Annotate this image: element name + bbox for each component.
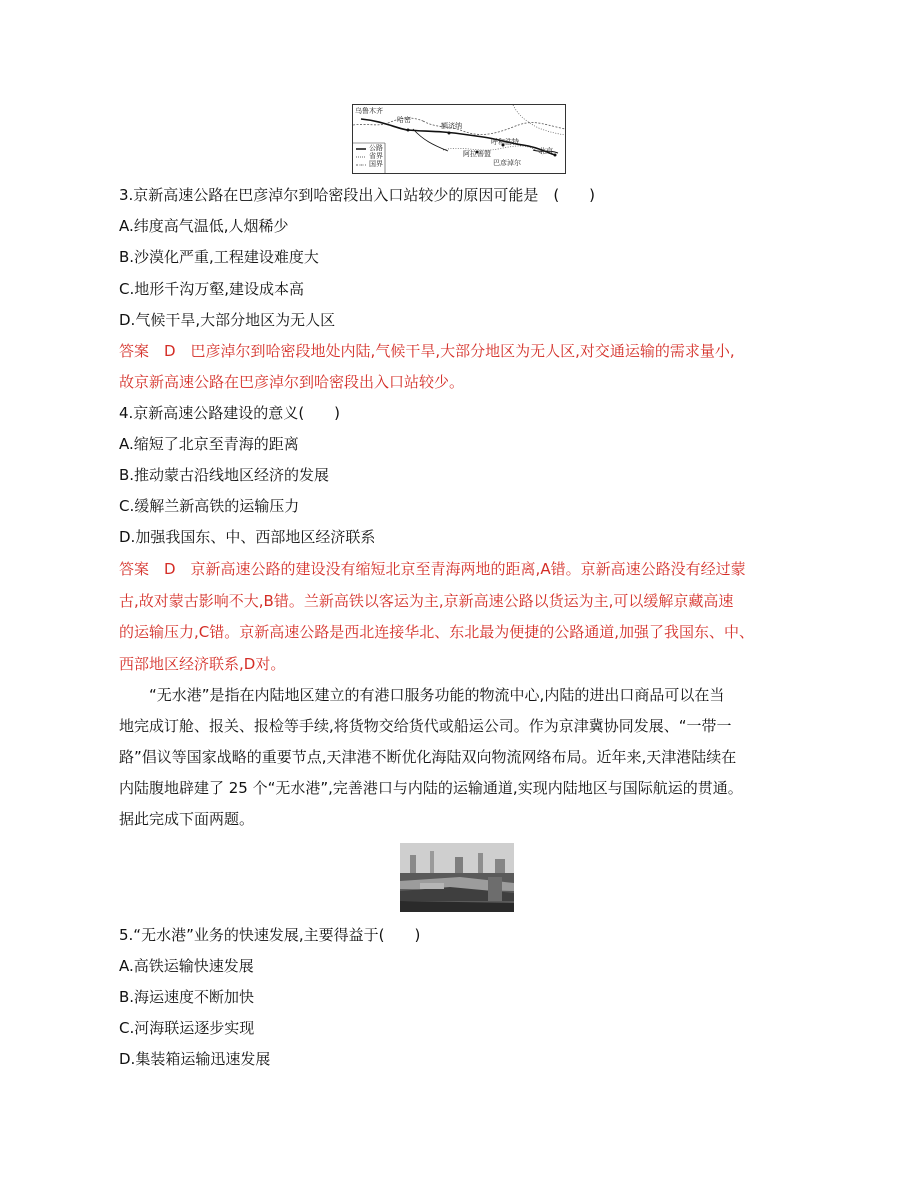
q3-answer-line-1: 答案 D 巴彦淖尔到哈密段地处内陆,气候干旱,大部分地区为无人区,对交通运输的需求量小,	[119, 342, 735, 360]
q3-option-c: C.地形千沟万壑,建设成本高	[119, 280, 305, 298]
q3-option-a: A.纬度高气温低,人烟稀少	[119, 217, 289, 235]
q4-option-d: D.加强我国东、中、西部地区经济联系	[119, 528, 376, 546]
passage-line-1: “无水港”是指在内陆地区建立的有港口服务功能的物流中心,内陆的进出口商品可以在当	[119, 686, 725, 704]
q5-stem: 5.“无水港”业务的快速发展,主要得益于( )	[119, 926, 421, 944]
map-legend-road: 公路	[369, 144, 383, 152]
map-label-urumqi: 乌鲁木齐	[355, 107, 383, 115]
map-label-beijing: 北京	[539, 147, 553, 155]
q3-option-b: B.沙漠化严重,工程建设难度大	[119, 248, 319, 266]
passage-line-4: 内陆腹地辟建了 25 个“无水港”,完善港口与内陆的运输通道,实现内陆地区与国际航运的贯通。	[119, 779, 743, 797]
passage-line-5: 据此完成下面两题。	[119, 810, 255, 828]
q4-answer-line-1: 答案 D 京新高速公路的建设没有缩短北京至青海两地的距离,A错。京新高速公路没有经过蒙	[119, 560, 746, 578]
map-label-alashan: 阿拉善盟	[463, 150, 491, 158]
q5-option-a: A.高铁运输快速发展	[119, 957, 254, 975]
dry-port-photo-drawing	[400, 843, 514, 912]
q5-option-c: C.河海联运逐步实现	[119, 1019, 255, 1037]
dry-port-photo	[400, 843, 514, 912]
q4-answer-line-4: 西部地区经济联系,D对。	[119, 655, 286, 673]
q4-answer-line-2: 古,故对蒙古影响不大,B错。兰新高铁以客运为主,京新高速公路以货运为主,可以缓解京藏高速	[119, 592, 734, 610]
route-map-drawing	[353, 105, 565, 173]
q4-option-a: A.缩短了北京至青海的距离	[119, 435, 299, 453]
map-label-hohhot: 呼和浩特	[491, 138, 519, 146]
map-legend-province-border: 省界	[369, 152, 383, 160]
q3-answer-line-2: 故京新高速公路在巴彦淖尔到哈密段出入口站较少。	[119, 373, 465, 391]
q4-option-c: C.缓解兰新高铁的运输压力	[119, 497, 300, 515]
map-legend-national-border: 国界	[369, 160, 383, 168]
q5-option-d: D.集装箱运输迅速发展	[119, 1050, 271, 1068]
passage-line-2: 地完成订舱、报关、报检等手续,将货物交给货代或船运公司。作为京津冀协同发展、“一带一	[119, 717, 732, 735]
q3-option-d: D.气候干旱,大部分地区为无人区	[119, 311, 336, 329]
map-label-ejina: 额济纳	[441, 122, 462, 130]
map-label-hami: 哈密	[397, 116, 411, 124]
map-label-bayannur: 巴彦淖尔	[493, 159, 521, 167]
route-map-figure	[352, 104, 566, 174]
q4-stem: 4.京新高速公路建设的意义( )	[119, 404, 341, 422]
q5-option-b: B.海运速度不断加快	[119, 988, 255, 1006]
q4-answer-line-3: 的运输压力,C错。京新高速公路是西北连接华北、东北最为便捷的公路通道,加强了我国东、中、	[119, 623, 755, 641]
q4-option-b: B.推动蒙古沿线地区经济的发展	[119, 466, 330, 484]
q3-stem: 3.京新高速公路在巴彦淖尔到哈密段出入口站较少的原因可能是 ( )	[119, 186, 596, 204]
passage-line-3: 路”倡议等国家战略的重要节点,天津港不断优化海陆双向物流网络布局。近年来,天津港陆续在	[119, 748, 737, 766]
